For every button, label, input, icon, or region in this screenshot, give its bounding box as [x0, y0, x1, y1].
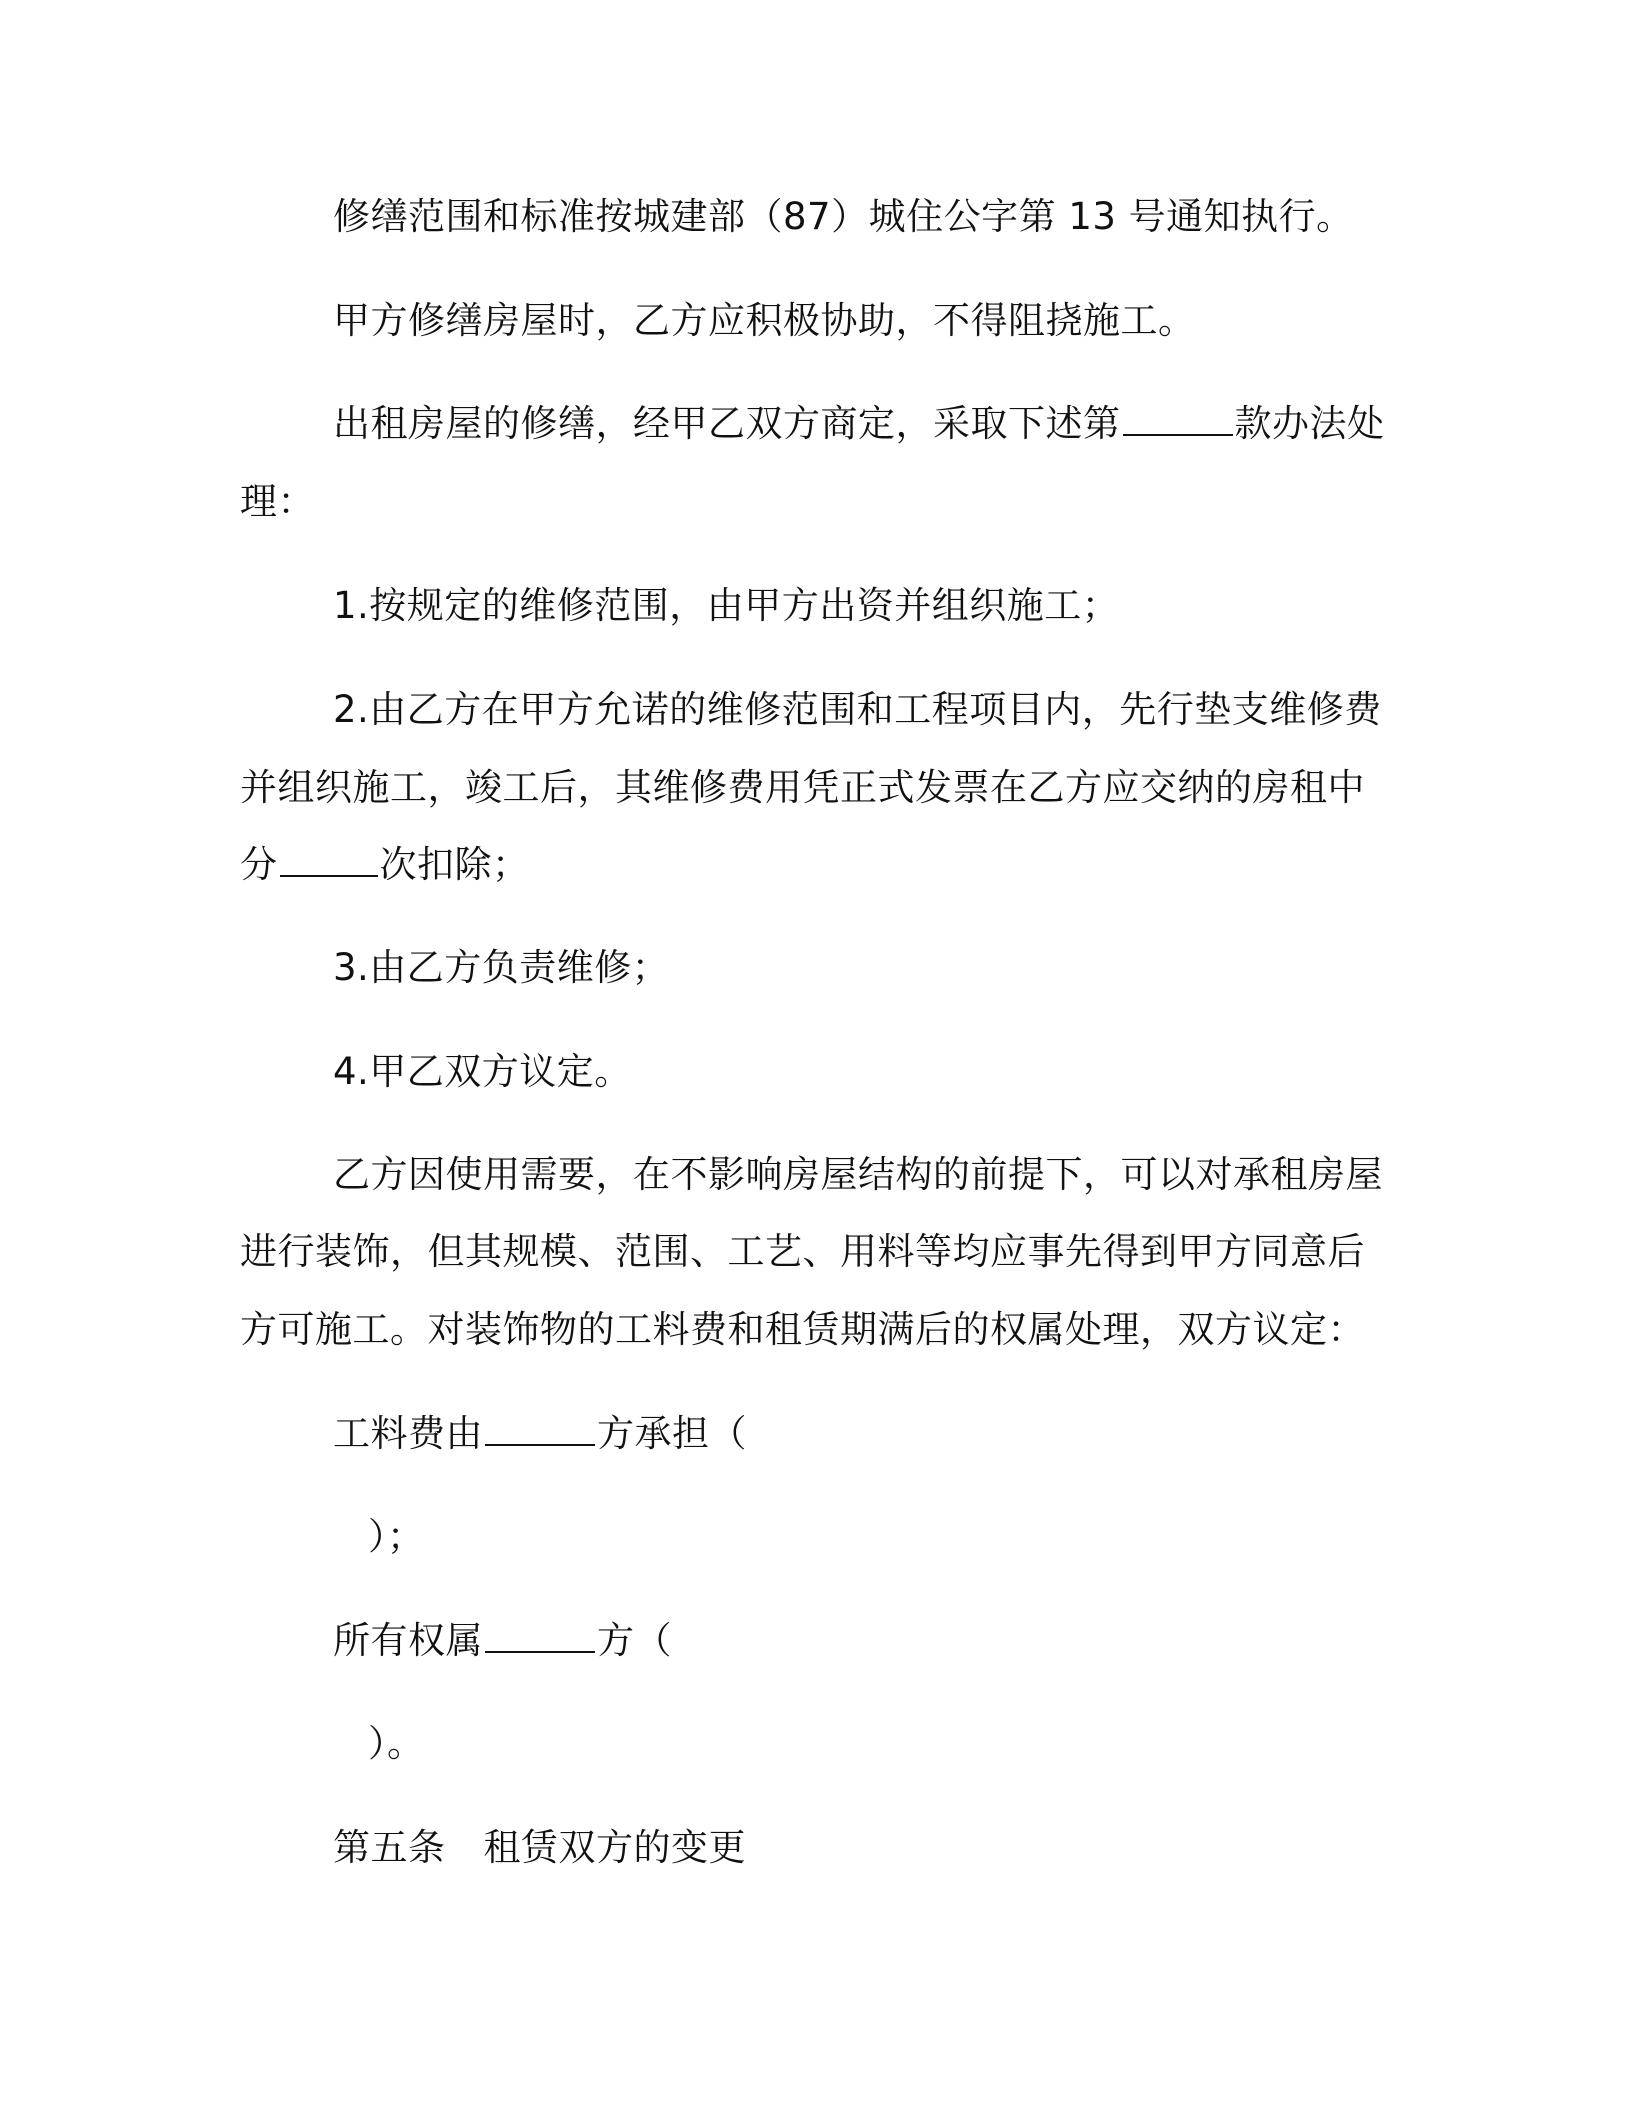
list-item-text: 1.按规定的维修范围，由甲方出资并组织施工； — [333, 584, 1120, 627]
paragraph-text: 出租房屋的修缮，经甲乙双方商定，采取下述第 — [333, 402, 1121, 445]
list-item-2-cont — [240, 841, 530, 889]
paragraph-decoration-cont — [240, 1306, 1365, 1354]
clause-ownership-close — [368, 1720, 425, 1768]
list-item-text: 分 — [240, 843, 278, 886]
list-item-4 — [333, 1048, 632, 1096]
list-item-3 — [333, 944, 669, 992]
clause-text: 方承担（ — [597, 1412, 747, 1455]
article-heading — [333, 1824, 746, 1872]
fill-in-blank-method-number[interactable] — [1123, 404, 1233, 436]
paragraph-text: 进行装饰，但其规模、范围、工艺、用料等均应事先得到甲方同意后 — [240, 1230, 1365, 1273]
list-item-2 — [333, 686, 1382, 734]
paragraph-text: 款办法处 — [1234, 402, 1385, 445]
clause-text: 方（ — [597, 1619, 672, 1662]
list-item-1 — [333, 582, 1119, 630]
article-number: 第五条 — [333, 1826, 446, 1869]
paragraph-text: 乙方因使用需要，在不影响房屋结构的前提下，可以对承租房屋 — [333, 1153, 1383, 1196]
clause-ownership — [333, 1617, 672, 1665]
clause-material-cost-close — [368, 1513, 425, 1561]
list-item-text: 次扣除； — [379, 843, 530, 886]
paragraph-text: 甲方修缮房屋时，乙方应积极协助，不得阻挠施工。 — [333, 299, 1196, 342]
paragraph-decoration — [333, 1151, 1383, 1199]
paragraph-repair-method — [333, 400, 1385, 448]
fill-in-blank-deduction-count[interactable] — [280, 845, 378, 877]
clause-text: ）。 — [368, 1722, 425, 1765]
article-title: 租赁双方的变更 — [483, 1826, 746, 1869]
paragraph-assist-repair — [333, 297, 1196, 345]
list-item-text: 2.由乙方在甲方允诺的维修范围和工程项目内，先行垫支维修费 — [333, 688, 1382, 731]
paragraph-repair-method-cont — [240, 478, 315, 526]
fill-in-blank-cost-party[interactable] — [485, 1414, 595, 1446]
clause-text: ）； — [368, 1515, 425, 1558]
list-item-2-cont — [240, 764, 1365, 812]
list-item-text: 4.甲乙双方议定。 — [333, 1050, 632, 1093]
clause-text: 所有权属 — [333, 1619, 483, 1662]
paragraph-text: 方可施工。对装饰物的工料费和租赁期满后的权属处理，双方议定： — [240, 1308, 1365, 1351]
clause-material-cost — [333, 1410, 747, 1458]
list-item-text: 并组织施工，竣工后，其维修费用凭正式发票在乙方应交纳的房租中 — [240, 766, 1365, 809]
paragraph-text: 理： — [240, 480, 315, 523]
fill-in-blank-ownership-party[interactable] — [485, 1621, 595, 1653]
paragraph-text: 修缮范围和标准按城建部（87）城住公字第 13 号通知执行。 — [333, 195, 1354, 238]
clause-text: 工料费由 — [333, 1412, 483, 1455]
paragraph-repair-standard — [333, 193, 1354, 241]
paragraph-decoration-cont — [240, 1228, 1365, 1276]
list-item-text: 3.由乙方负责维修； — [333, 946, 670, 989]
